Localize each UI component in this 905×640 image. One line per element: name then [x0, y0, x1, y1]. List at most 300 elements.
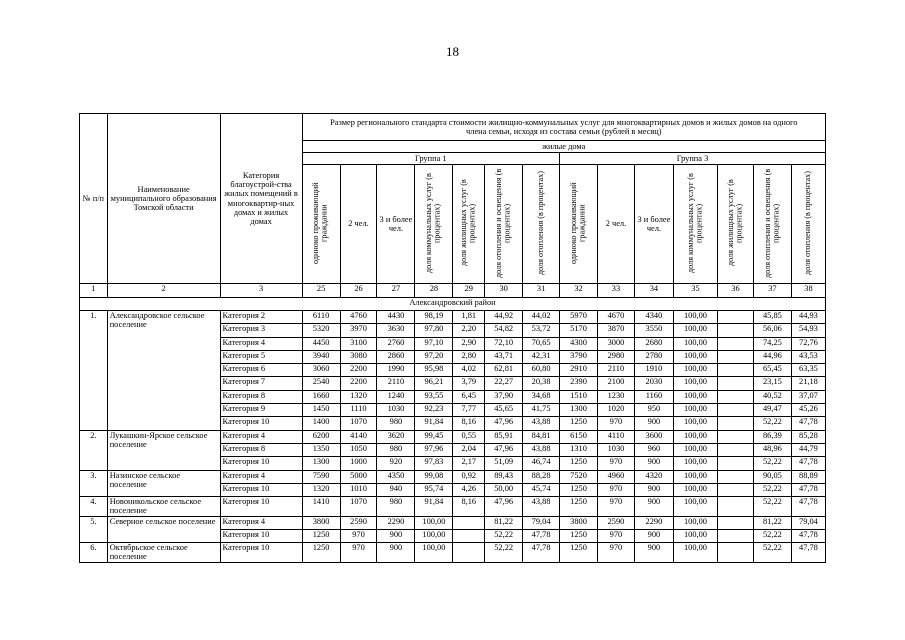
value-cell: 2290: [634, 516, 673, 529]
value-cell: [718, 529, 754, 542]
subheader-cell: [673, 165, 717, 284]
value-cell: 5170: [560, 324, 598, 337]
value-cell: 1320: [340, 390, 377, 403]
value-cell: 1250: [560, 529, 598, 542]
value-cell: 2780: [634, 350, 673, 363]
value-cell: 81,22: [485, 516, 523, 529]
subheader-label: доля отопления (в процентах): [803, 170, 813, 275]
value-cell: 99,45: [415, 430, 453, 443]
subheader-cell: [415, 165, 453, 284]
value-cell: 950: [634, 404, 673, 417]
value-cell: 970: [598, 497, 635, 516]
value-cell: 2,90: [453, 337, 485, 350]
value-cell: 940: [377, 483, 415, 496]
value-cell: 4,02: [453, 364, 485, 377]
value-cell: 5970: [560, 311, 598, 324]
category-cell: Категория 10: [220, 497, 302, 516]
value-cell: 34,68: [523, 390, 560, 403]
header-category: Категория благоустрой-ства жилых помещений в многоквартир-ных домах и жилых домах: [220, 114, 302, 284]
value-cell: 100,00: [673, 417, 717, 430]
value-cell: 21,18: [791, 377, 825, 390]
value-cell: 900: [634, 497, 673, 516]
value-cell: 81,22: [753, 516, 791, 529]
value-cell: 1030: [377, 404, 415, 417]
value-cell: 47,78: [791, 483, 825, 496]
value-cell: 1230: [598, 390, 635, 403]
value-cell: 100,00: [673, 457, 717, 470]
value-cell: 4140: [340, 430, 377, 443]
subheader-label: доля отопления и освещения (в процентах): [494, 168, 512, 278]
value-cell: 3620: [377, 430, 415, 443]
category-cell: Категория 10: [220, 457, 302, 470]
value-cell: 1000: [340, 457, 377, 470]
value-cell: 44,79: [791, 443, 825, 456]
value-cell: 6,45: [453, 390, 485, 403]
value-cell: 97,10: [415, 337, 453, 350]
value-cell: 3550: [634, 324, 673, 337]
value-cell: 52,22: [485, 543, 523, 562]
subheader-label: доля жилищных услуг (в процентах): [725, 179, 744, 267]
column-number: 38: [791, 284, 825, 298]
category-cell: Категория 5: [220, 350, 302, 363]
value-cell: [718, 377, 754, 390]
value-cell: 100,00: [673, 529, 717, 542]
value-cell: [718, 443, 754, 456]
category-cell: Категория 4: [220, 430, 302, 443]
value-cell: 2910: [560, 364, 598, 377]
value-cell: 46,74: [523, 457, 560, 470]
value-cell: 47,96: [485, 417, 523, 430]
column-number: 32: [560, 284, 598, 298]
value-cell: 0,92: [453, 470, 485, 483]
value-cell: 920: [377, 457, 415, 470]
value-cell: 79,04: [791, 516, 825, 529]
row-number: 3.: [80, 470, 108, 497]
value-cell: 47,78: [791, 543, 825, 562]
value-cell: 7520: [560, 470, 598, 483]
value-cell: 2760: [377, 337, 415, 350]
subheader-cell: [753, 165, 791, 284]
subheader-cell: [598, 165, 635, 284]
row-number: 5.: [80, 516, 108, 543]
value-cell: 89,43: [485, 470, 523, 483]
value-cell: 97,83: [415, 457, 453, 470]
value-cell: 42,31: [523, 350, 560, 363]
value-cell: 88,89: [791, 470, 825, 483]
value-cell: 5320: [302, 324, 340, 337]
value-cell: 4350: [377, 470, 415, 483]
rayon-title: Александровский район: [80, 298, 826, 311]
category-cell: Категория 4: [220, 337, 302, 350]
value-cell: 1250: [560, 483, 598, 496]
subheader-label: 3 и более чел.: [637, 214, 671, 233]
value-cell: 52,22: [485, 529, 523, 542]
value-cell: [718, 470, 754, 483]
value-cell: 3870: [598, 324, 635, 337]
value-cell: 3970: [340, 324, 377, 337]
column-number: 3: [220, 284, 302, 298]
header-group1: Группа 1: [302, 153, 559, 165]
value-cell: 100,00: [673, 543, 717, 562]
value-cell: 900: [634, 457, 673, 470]
value-cell: 60,80: [523, 364, 560, 377]
column-number: 2: [107, 284, 220, 298]
subheader-label: доля коммунальных услуг (в процентах): [685, 172, 704, 273]
value-cell: [718, 457, 754, 470]
subheader-cell: [560, 165, 598, 284]
value-cell: 970: [340, 529, 377, 542]
value-cell: 970: [598, 483, 635, 496]
value-cell: 91,84: [415, 497, 453, 516]
value-cell: 7590: [302, 470, 340, 483]
value-cell: 99,08: [415, 470, 453, 483]
value-cell: 2,04: [453, 443, 485, 456]
value-cell: [718, 324, 754, 337]
value-cell: 6200: [302, 430, 340, 443]
value-cell: 37,90: [485, 390, 523, 403]
value-cell: 44,92: [485, 311, 523, 324]
value-cell: 52,22: [753, 543, 791, 562]
value-cell: 2860: [377, 350, 415, 363]
column-number: 37: [753, 284, 791, 298]
value-cell: [718, 483, 754, 496]
value-cell: 2,17: [453, 457, 485, 470]
value-cell: 4760: [340, 311, 377, 324]
value-cell: 4320: [634, 470, 673, 483]
column-number: 35: [673, 284, 717, 298]
value-cell: 47,78: [523, 529, 560, 542]
column-number: 30: [485, 284, 523, 298]
value-cell: [718, 311, 754, 324]
value-cell: 2590: [340, 516, 377, 529]
value-cell: 90,05: [753, 470, 791, 483]
value-cell: 100,00: [673, 404, 717, 417]
value-cell: [453, 543, 485, 562]
value-cell: 1300: [302, 457, 340, 470]
municipality-name: Октябрьское сельское поселение: [107, 543, 220, 562]
value-cell: 79,04: [523, 516, 560, 529]
value-cell: 93,55: [415, 390, 453, 403]
value-cell: 2110: [598, 364, 635, 377]
value-cell: 100,00: [673, 350, 717, 363]
subheader-label: доля отопления (в процентах): [535, 170, 545, 275]
value-cell: 1350: [302, 443, 340, 456]
value-cell: 100,00: [673, 430, 717, 443]
value-cell: 43,88: [523, 443, 560, 456]
value-cell: 44,93: [791, 311, 825, 324]
subheader-cell: [302, 165, 340, 284]
value-cell: 65,45: [753, 364, 791, 377]
value-cell: [718, 497, 754, 516]
value-cell: 6110: [302, 311, 340, 324]
subheader-label: 3 и более чел.: [379, 214, 413, 233]
value-cell: [718, 430, 754, 443]
table-row: [80, 516, 826, 529]
value-cell: 88,28: [523, 470, 560, 483]
value-cell: 1250: [302, 529, 340, 542]
subheader-label: одиноко проживающий граждании: [311, 182, 330, 264]
value-cell: 100,00: [673, 470, 717, 483]
value-cell: 72,76: [791, 337, 825, 350]
value-cell: 100,00: [673, 324, 717, 337]
value-cell: 84,81: [523, 430, 560, 443]
housing-cost-table: [79, 113, 826, 563]
subheader-cell: [634, 165, 673, 284]
value-cell: 1240: [377, 390, 415, 403]
value-cell: 2680: [634, 337, 673, 350]
value-cell: 970: [598, 417, 635, 430]
value-cell: 97,80: [415, 324, 453, 337]
value-cell: 44,96: [753, 350, 791, 363]
value-cell: 2540: [302, 377, 340, 390]
category-cell: Категория 3: [220, 324, 302, 337]
value-cell: [718, 364, 754, 377]
value-cell: 2390: [560, 377, 598, 390]
table-row: [80, 543, 826, 562]
value-cell: 3,79: [453, 377, 485, 390]
value-cell: 980: [377, 497, 415, 516]
value-cell: 100,00: [673, 364, 717, 377]
value-cell: 1110: [340, 404, 377, 417]
value-cell: 1510: [560, 390, 598, 403]
value-cell: 900: [634, 543, 673, 562]
category-cell: Категория 6: [220, 364, 302, 377]
value-cell: [453, 516, 485, 529]
value-cell: 40,52: [753, 390, 791, 403]
value-cell: 97,96: [415, 443, 453, 456]
value-cell: 52,22: [753, 483, 791, 496]
value-cell: 3060: [302, 364, 340, 377]
header-municipality: Наименование муниципального образования Томской области: [107, 114, 220, 284]
value-cell: 4340: [634, 311, 673, 324]
value-cell: 20,38: [523, 377, 560, 390]
column-number: 25: [302, 284, 340, 298]
value-cell: 970: [598, 457, 635, 470]
value-cell: 48,96: [753, 443, 791, 456]
column-number: 31: [523, 284, 560, 298]
value-cell: [718, 404, 754, 417]
table-row: [80, 311, 826, 324]
value-cell: 6150: [560, 430, 598, 443]
value-cell: 51,09: [485, 457, 523, 470]
value-cell: 1320: [302, 483, 340, 496]
table-row: [80, 497, 826, 516]
value-cell: 43,71: [485, 350, 523, 363]
value-cell: 900: [634, 417, 673, 430]
value-cell: 95,74: [415, 483, 453, 496]
value-cell: 91,84: [415, 417, 453, 430]
column-number: 1: [80, 284, 108, 298]
subheader-cell: [791, 165, 825, 284]
value-cell: 100,00: [673, 443, 717, 456]
value-cell: 3800: [560, 516, 598, 529]
value-cell: 72,10: [485, 337, 523, 350]
value-cell: 1,81: [453, 311, 485, 324]
value-cell: 100,00: [673, 390, 717, 403]
value-cell: 63,35: [791, 364, 825, 377]
value-cell: 47,78: [791, 497, 825, 516]
page-number: 18: [446, 44, 459, 59]
value-cell: 4110: [598, 430, 635, 443]
column-number: 29: [453, 284, 485, 298]
value-cell: [718, 516, 754, 529]
value-cell: 1250: [560, 543, 598, 562]
value-cell: 4430: [377, 311, 415, 324]
value-cell: 970: [598, 529, 635, 542]
value-cell: 45,65: [485, 404, 523, 417]
column-numbers-row: [80, 284, 826, 298]
value-cell: 0,55: [453, 430, 485, 443]
subheader-cell: [523, 165, 560, 284]
value-cell: 980: [377, 443, 415, 456]
value-cell: 43,88: [523, 417, 560, 430]
municipality-name: Лукашкин-Ярское сельское поселение: [107, 430, 220, 470]
value-cell: 54,93: [791, 324, 825, 337]
header-group3: Группа 3: [560, 153, 826, 165]
subheader-label: 2 чел.: [348, 219, 369, 229]
value-cell: 74,25: [753, 337, 791, 350]
column-number: 36: [718, 284, 754, 298]
column-number: 34: [634, 284, 673, 298]
column-number: 33: [598, 284, 635, 298]
value-cell: 92,23: [415, 404, 453, 417]
value-cell: 2590: [598, 516, 635, 529]
value-cell: 23,15: [753, 377, 791, 390]
value-cell: 1660: [302, 390, 340, 403]
category-cell: Категория 2: [220, 311, 302, 324]
value-cell: 100,00: [673, 337, 717, 350]
value-cell: 970: [598, 543, 635, 562]
subheader-label: 2 чел.: [605, 219, 627, 229]
category-cell: Категория 8: [220, 443, 302, 456]
category-cell: Категория 9: [220, 404, 302, 417]
value-cell: 4300: [560, 337, 598, 350]
value-cell: 4960: [598, 470, 635, 483]
value-cell: 900: [634, 483, 673, 496]
value-cell: 1070: [340, 417, 377, 430]
column-number: 26: [340, 284, 377, 298]
value-cell: 3080: [340, 350, 377, 363]
subheader-label: доля жилищных услуг (в процентах): [459, 179, 477, 267]
value-cell: 44,02: [523, 311, 560, 324]
category-cell: Категория 4: [220, 516, 302, 529]
value-cell: 1160: [634, 390, 673, 403]
municipality-name: Александровское сельское поселение: [107, 311, 220, 431]
value-cell: 62,81: [485, 364, 523, 377]
value-cell: 52,22: [753, 417, 791, 430]
subheader-cell: [485, 165, 523, 284]
value-cell: 970: [340, 543, 377, 562]
value-cell: 4450: [302, 337, 340, 350]
table-body: [80, 311, 826, 563]
value-cell: 1910: [634, 364, 673, 377]
header-houses: жилые дома: [302, 141, 825, 153]
value-cell: 4,26: [453, 483, 485, 496]
value-cell: 95,98: [415, 364, 453, 377]
header-num: № п/п: [80, 114, 108, 284]
value-cell: 47,78: [523, 543, 560, 562]
value-cell: [718, 390, 754, 403]
value-cell: 45,74: [523, 483, 560, 496]
value-cell: 1450: [302, 404, 340, 417]
value-cell: 8,16: [453, 417, 485, 430]
value-cell: 1250: [560, 497, 598, 516]
value-cell: [718, 543, 754, 562]
row-number: 2.: [80, 430, 108, 470]
value-cell: 1010: [340, 483, 377, 496]
table-row: [80, 430, 826, 443]
column-number: 28: [415, 284, 453, 298]
value-cell: 100,00: [673, 497, 717, 516]
value-cell: 100,00: [673, 311, 717, 324]
value-cell: 47,96: [485, 497, 523, 516]
value-cell: 96,21: [415, 377, 453, 390]
subheader-label: одиноко проживающий граждании: [568, 182, 587, 264]
value-cell: 45,26: [791, 404, 825, 417]
subheader-cell: [453, 165, 485, 284]
value-cell: 56,06: [753, 324, 791, 337]
row-number: 4.: [80, 497, 108, 516]
value-cell: 52,22: [753, 457, 791, 470]
value-cell: 3100: [340, 337, 377, 350]
value-cell: 70,65: [523, 337, 560, 350]
value-cell: [718, 350, 754, 363]
value-cell: 22,27: [485, 377, 523, 390]
value-cell: 47,96: [485, 443, 523, 456]
value-cell: 100,00: [673, 516, 717, 529]
value-cell: 2110: [377, 377, 415, 390]
value-cell: 1030: [598, 443, 635, 456]
value-cell: 1990: [377, 364, 415, 377]
value-cell: 98,19: [415, 311, 453, 324]
value-cell: 85,91: [485, 430, 523, 443]
value-cell: 47,78: [791, 529, 825, 542]
value-cell: 100,00: [415, 516, 453, 529]
value-cell: 3000: [598, 337, 635, 350]
subheader-cell: [340, 165, 377, 284]
value-cell: 980: [377, 417, 415, 430]
value-cell: 1410: [302, 497, 340, 516]
value-cell: 47,78: [791, 457, 825, 470]
value-cell: [453, 529, 485, 542]
value-cell: [718, 337, 754, 350]
value-cell: 1250: [560, 457, 598, 470]
subheader-cell: [718, 165, 754, 284]
value-cell: 54,82: [485, 324, 523, 337]
value-cell: 2100: [598, 377, 635, 390]
value-cell: 1300: [560, 404, 598, 417]
row-number: 6.: [80, 543, 108, 562]
header-size-title: Размер регионального стандарта стоимости жилищно-коммунальных услуг для многоквартирных домов и жилых домов на одного члена семьи, исходя из состава семьи (рублей в месяц): [302, 114, 825, 141]
value-cell: 2980: [598, 350, 635, 363]
value-cell: 4670: [598, 311, 635, 324]
value-cell: 1250: [302, 543, 340, 562]
value-cell: 900: [377, 543, 415, 562]
subheader-label: доля коммунальных услуг (в процентах): [424, 172, 442, 273]
value-cell: 3940: [302, 350, 340, 363]
value-cell: 960: [634, 443, 673, 456]
category-cell: Категория 10: [220, 529, 302, 542]
value-cell: 2030: [634, 377, 673, 390]
value-cell: 53,72: [523, 324, 560, 337]
value-cell: [718, 417, 754, 430]
value-cell: 5000: [340, 470, 377, 483]
value-cell: 100,00: [673, 377, 717, 390]
value-cell: 47,78: [791, 417, 825, 430]
municipality-name: Назинское сельское поселение: [107, 470, 220, 497]
value-cell: 1310: [560, 443, 598, 456]
value-cell: 1020: [598, 404, 635, 417]
